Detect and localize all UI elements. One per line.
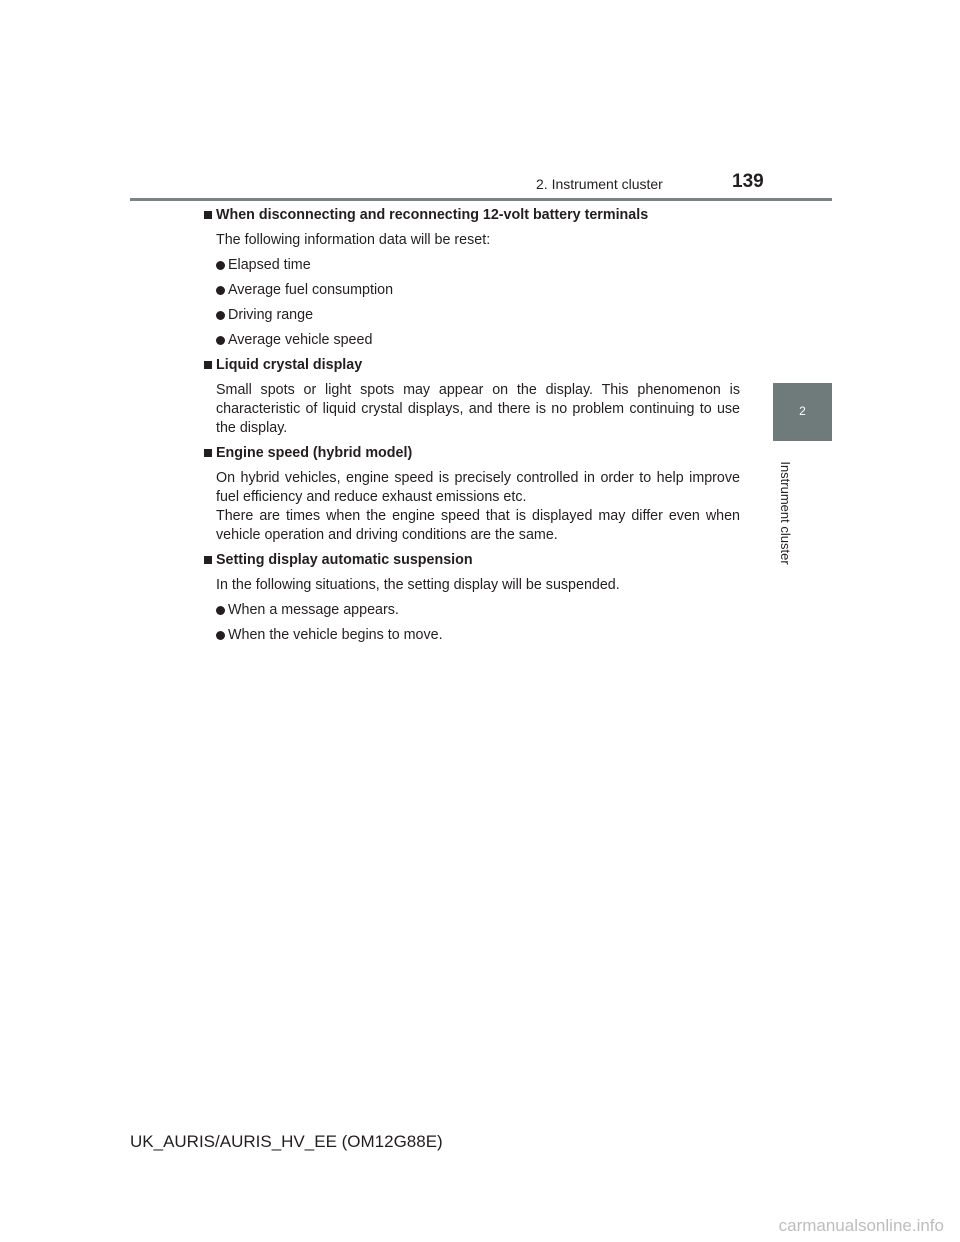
- round-bullet-icon: [216, 311, 225, 320]
- section-heading: [216, 444, 740, 463]
- list-item: [216, 331, 740, 350]
- list-item-text: When a message appears.: [228, 602, 399, 618]
- section-body: Small spots or light spots may appear on the display. This phenomenon is characteristic of liquid crystal displays, and there is no problem continuing to use the display.: [216, 382, 740, 436]
- round-bullet-icon: [216, 606, 225, 615]
- heading-text: Liquid crystal display: [216, 357, 363, 373]
- round-bullet-icon: [216, 336, 225, 345]
- section-heading: [216, 356, 740, 375]
- document-code: UK_AURIS/AURIS_HV_EE (OM12G88E): [130, 1132, 443, 1151]
- section-engine-speed: [216, 444, 740, 545]
- square-bullet-icon: [204, 556, 212, 564]
- section-heading: [216, 551, 740, 570]
- reset-items-list: [216, 256, 740, 350]
- heading-text: When disconnecting and reconnecting 12-volt battery terminals: [216, 207, 649, 223]
- list-item-text: Driving range: [228, 307, 314, 323]
- chapter-title: Instrument cluster: [778, 461, 793, 565]
- section-heading: [216, 206, 740, 225]
- list-item: [216, 601, 740, 620]
- square-bullet-icon: [204, 449, 212, 457]
- list-item-text: When the vehicle begins to move.: [228, 627, 443, 643]
- list-item-text: Elapsed time: [228, 257, 311, 273]
- list-item-text: Average vehicle speed: [228, 332, 373, 348]
- chapter-tab: [773, 383, 832, 441]
- list-item: [216, 626, 740, 645]
- list-item: [216, 306, 740, 325]
- list-item: [216, 256, 740, 275]
- list-item-text: Average fuel consumption: [228, 282, 394, 298]
- watermark: carmanualsonline.info: [778, 1216, 944, 1235]
- round-bullet-icon: [216, 631, 225, 640]
- chapter-title-vertical: [779, 455, 791, 571]
- page-number: 139: [732, 171, 764, 192]
- section-body: There are times when the engine speed that is displayed may differ even when vehicle operation and driving conditions are the same.: [216, 508, 740, 543]
- section-intro: In the following situations, the setting display will be suspended.: [216, 577, 620, 593]
- chapter-number: 2: [799, 404, 806, 418]
- section-setting-display-suspension: [216, 551, 740, 645]
- round-bullet-icon: [216, 261, 225, 270]
- header-divider: [130, 198, 832, 201]
- heading-text: Setting display automatic suspension: [216, 552, 473, 568]
- section-liquid-crystal-display: [216, 356, 740, 438]
- section-intro: The following information data will be reset:: [216, 232, 491, 248]
- square-bullet-icon: [204, 211, 212, 219]
- heading-text: Engine speed (hybrid model): [216, 445, 413, 461]
- square-bullet-icon: [204, 361, 212, 369]
- list-item: [216, 281, 740, 300]
- header-section-title: 2. Instrument cluster: [536, 176, 663, 192]
- section-battery-terminals: [216, 206, 740, 350]
- round-bullet-icon: [216, 286, 225, 295]
- suspension-conditions-list: [216, 601, 740, 645]
- section-body: On hybrid vehicles, engine speed is precisely controlled in order to help improve fuel efficiency and reduce exhaust emissions etc.: [216, 470, 740, 505]
- page-content: [216, 206, 740, 651]
